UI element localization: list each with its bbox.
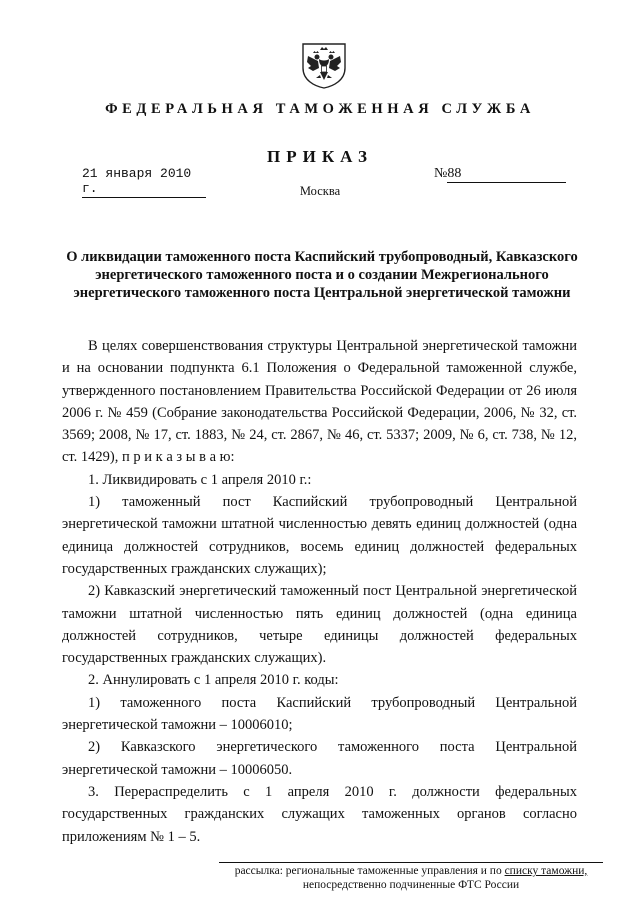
clause-2-item-2: 2) Кавказского энергетического таможенного поста Центральной энергетической таможни – 10006050. xyxy=(62,739,577,778)
number-sign: № xyxy=(434,166,448,181)
agency-name: ФЕДЕРАЛЬНАЯ ТАМОЖЕННАЯ СЛУЖБА xyxy=(105,101,535,117)
coat-of-arms-icon xyxy=(299,40,349,90)
clause-1-item-1: 1) таможенный пост Каспийский трубопроводный Центральной энергетической таможни штатной численностью девять единиц должностей (одна единица должностей сотрудников, восемь единиц должностей федеральных государственных гражданских служащих); xyxy=(62,494,577,577)
issue-city: Москва xyxy=(299,184,341,198)
clause-2: 2. Аннулировать с 1 апреля 2010 г. коды: xyxy=(88,672,339,689)
clause-2-item-1: 1) таможенного поста Каспийский трубопроводный Центральной энергетической таможни – 10006010; xyxy=(62,694,577,734)
document-type: ПРИКАЗ xyxy=(267,147,373,166)
order-number xyxy=(434,166,574,183)
clause-1: 1. Ликвидировать с 1 апреля 2010 г.: xyxy=(88,471,312,488)
distribution-text: рассылка: региональные таможенные управления и по xyxy=(234,865,505,877)
distribution-note xyxy=(219,862,603,892)
distribution-line-2: непосредственно подчиненные ФТС России xyxy=(302,879,520,891)
clause-1-item-2: 2) Кавказский энергетический таможенный пост Центральной энергетической таможни штатной численностью пять единиц должностей (одна единица должностей сотрудников, четыре единицы должностей федеральных государственных гражданских служащих). xyxy=(62,583,577,667)
order-date: 21 января 2010 г. xyxy=(82,166,206,198)
distribution-line-1 xyxy=(219,864,603,878)
number-value: 88 xyxy=(447,166,566,183)
preamble-paragraph: В целях совершенствования структуры Центральной энергетической таможни и на основании подпункта 6.1 Положения о Федеральной таможенной службе, утвержденного постановлением Правительства Российской Федерации от 26 июля 2006 г. № 459 (Собрание законодательства Российской Федерации, 2006, № 32, ст. 3569; 2008, № 17, ст. 1883, № 24, ст. 2867, № 46, ст. 5337; 2009, № 6, ст. 738, № 12, ст. 1429), п р и к а з ы в а ю: xyxy=(62,338,577,466)
order-subject: О ликвидации таможенного поста Каспийский трубопроводный, Кавказского энергетического таможенного поста и о создании Межрегионального энергетического таможенного поста Центральной энергетической таможни xyxy=(66,249,578,301)
clause-3: 3. Перераспределить с 1 апреля 2010 г. должности федеральных государственных гражданских служащих таможенных органов согласно приложениям № 1 – 5. xyxy=(62,783,577,845)
order-body xyxy=(62,335,577,848)
distribution-underlined: списку таможни, xyxy=(504,865,588,877)
